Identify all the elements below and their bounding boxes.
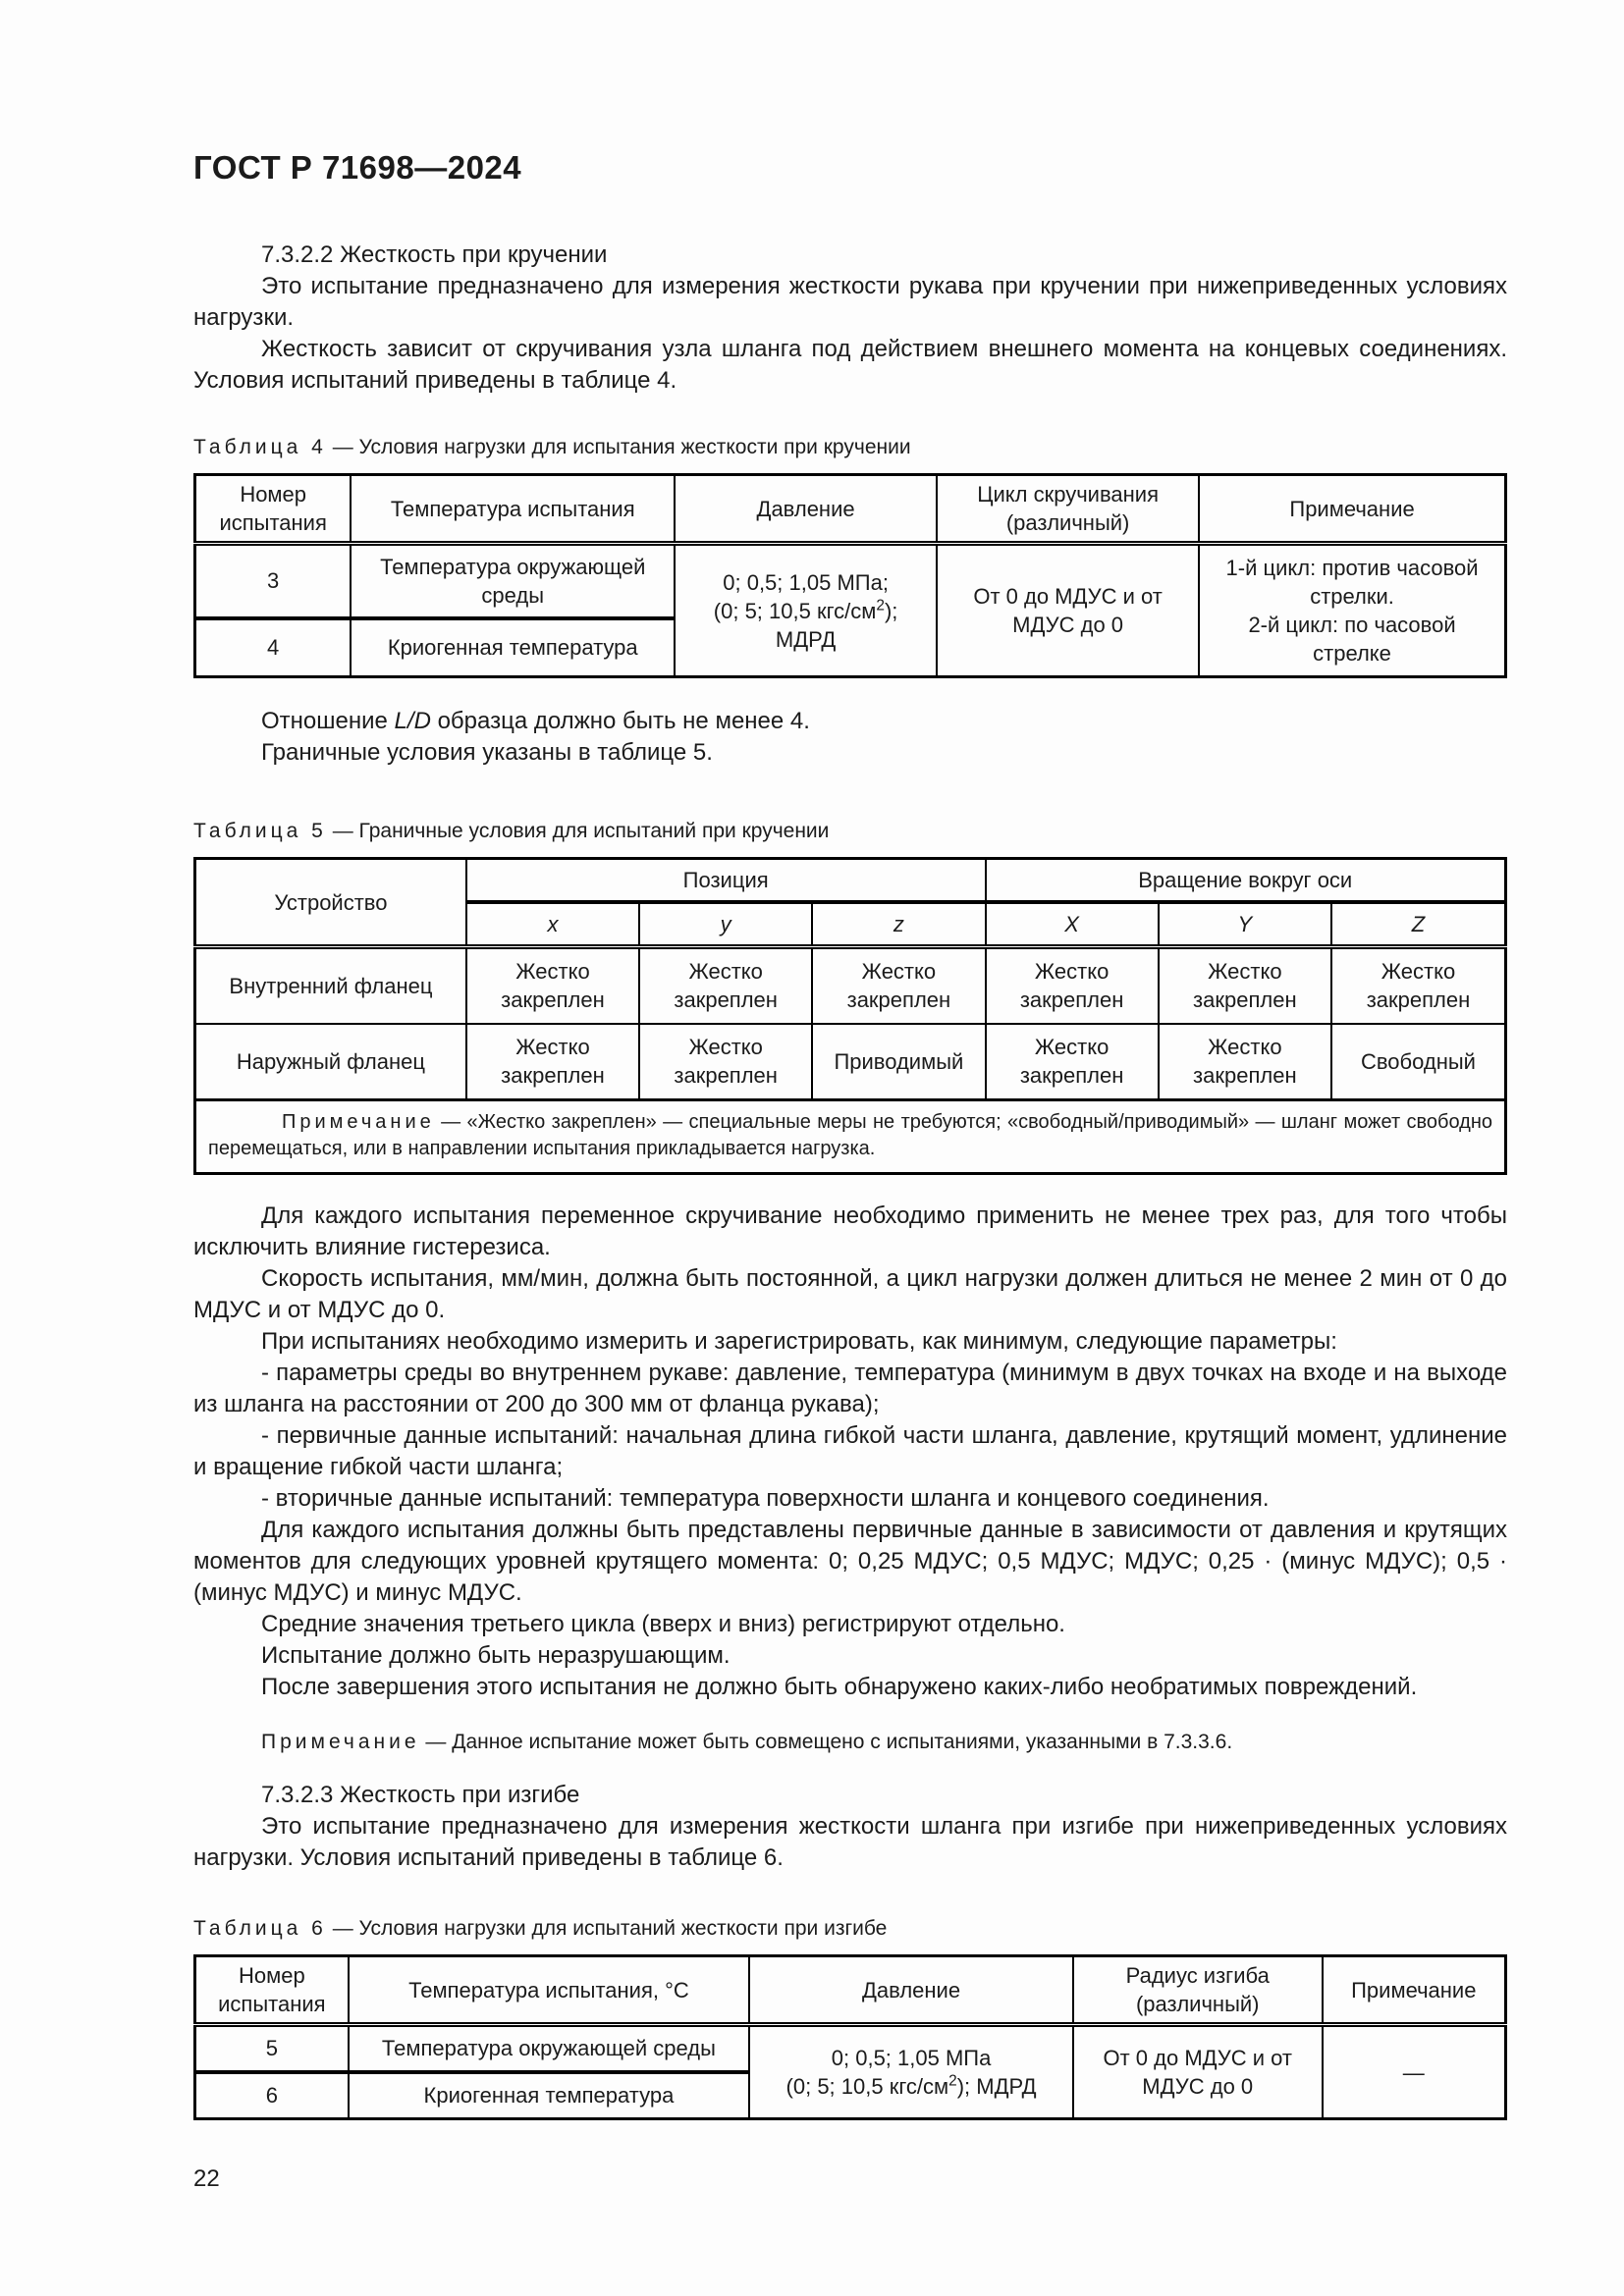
body-text-block (193, 1201, 1507, 1703)
paragraph: Для каждого испытания должны быть представлены первичные данные в зависимости от давления и крутящих моментов для следующих уровней крутящего момента: 0; 0,25 МДУС; 0,5 МДУС; МДУС; 0,25 · (минус МДУС); 0,5 · (минус МДУС) и минус МДУС. (193, 1517, 1507, 1606)
axis-header: z (812, 902, 985, 947)
condition-cell: Жестко закреплен (812, 947, 985, 1024)
test-number-cell: 6 (195, 2072, 349, 2119)
pressure-cell: 0; 0,5; 1,05 МПа (0; 5; 10,5 кгс/$см^2$); МДРД (749, 2025, 1073, 2119)
condition-cell: Жестко закреплен (466, 1024, 639, 1100)
list-item-paragraph: - первичные данные испытаний: начальная длина гибкой части шланга, давление, крутящий момент, удлинение и вращение гибкой части шланга; (193, 1422, 1507, 1480)
condition-cell: Свободный (1331, 1024, 1506, 1100)
paragraph: При испытаниях необходимо измерить и зарегистрировать, как минимум, следующие параметры: (261, 1328, 1337, 1355)
note-text: — «Жестко закреплен» — специальные меры не требуются; «свободный/приводимый» — шланг может свободно перемещаться, или в направлении испытания прикладывается нагрузка. (208, 1111, 1492, 1159)
condition-cell: Жестко закреплен (1331, 947, 1506, 1024)
paragraph: После завершения этого испытания не должно быть обнаружено каких-либо необратимых повреждений. (261, 1674, 1418, 1700)
table6-caption (193, 1915, 1507, 1943)
table4-caption-text: — Условия нагрузки для испытания жесткости при кручении (332, 436, 911, 458)
condition-cell: Жестко закреплен (986, 947, 1159, 1024)
table4-caption-label: Таблица 4 (193, 436, 327, 458)
table4-caption (193, 434, 1507, 461)
position-group-header: Позиция (466, 859, 986, 902)
test-number-cell: 3 (195, 544, 352, 618)
document-title: ГОСТ Р 71698—2024 (193, 149, 522, 186)
table5-caption-label: Таблица 5 (193, 820, 327, 842)
standalone-note (193, 1729, 1507, 1756)
axis-header: x (466, 902, 639, 947)
table5-caption-text: — Граничные условия для испытаний при кручении (332, 820, 830, 842)
table6-caption-text: — Условия нагрузки для испытаний жесткости при изгибе (332, 1917, 888, 1940)
paragraph: Граничные условия указаны в таблице 5. (261, 739, 713, 766)
rotation-group-header: Вращение вокруг оси (986, 859, 1506, 902)
table-note-row (195, 1100, 1506, 1174)
paragraph: Это испытание предназначено для измерения жесткости рукава при кручении при нижеприведенных условиях нагрузки. (193, 273, 1507, 331)
column-header: Давление (749, 1956, 1073, 2025)
test-number-cell: 4 (195, 618, 352, 677)
temperature-cell: Температура окружающей среды (351, 544, 675, 618)
table6-load-conditions-bending (193, 1954, 1507, 2120)
paragraph: Испытание должно быть неразрушающим. (261, 1642, 731, 1669)
table-header-row (195, 475, 1506, 544)
table-row (195, 544, 1506, 618)
paragraph: Скорость испытания, мм/мин, должна быть постоянной, а цикл нагрузки должен длиться не менее 2 мин от 0 до МДУС и от МДУС до 0. (193, 1265, 1507, 1323)
condition-cell: Жестко закреплен (1159, 947, 1331, 1024)
column-header: Температура испытания, °С (349, 1956, 750, 2025)
note-cell (1199, 544, 1505, 677)
condition-cell: Жестко закреплен (639, 1024, 812, 1100)
table4-load-conditions-torsion (193, 473, 1507, 678)
axis-header: y (639, 902, 812, 947)
temperature-cell: Температура окружающей среды (349, 2025, 750, 2072)
paragraph: Отношение L/D образца должно быть не менее 4. (261, 708, 810, 734)
table-note (195, 1100, 1506, 1174)
device-cell: Наружный фланец (195, 1024, 466, 1100)
note-label: Примечание (282, 1111, 435, 1133)
condition-cell: Жестко закреплен (986, 1024, 1159, 1100)
test-number-cell: 5 (195, 2025, 349, 2072)
column-header: Примечание (1323, 1956, 1506, 2025)
note-line: 1-й цикл: против часовой стрелки. (1225, 556, 1479, 609)
table-row (195, 947, 1506, 1024)
table-row (195, 1024, 1506, 1100)
list-item-paragraph: - вторичные данные испытаний: температура поверхности шланга и концевого соединения. (261, 1485, 1270, 1512)
section-heading-7-3-2-3: 7.3.2.3 Жесткость при изгибе (261, 1782, 580, 1808)
condition-cell: Приводимый (812, 1024, 985, 1100)
note-text: — Данное испытание может быть совмещено с испытаниями, указанными в 7.3.3.6. (425, 1731, 1233, 1753)
note-line: 2-й цикл: по часовой стрелке (1248, 613, 1456, 666)
condition-cell: Жестко закреплен (466, 947, 639, 1024)
table-row (195, 2025, 1506, 2072)
column-header: Номер испытания (195, 475, 352, 544)
condition-cell: Жестко закреплен (1159, 1024, 1331, 1100)
table-header-row (195, 859, 1506, 902)
condition-cell: Жестко закреплен (639, 947, 812, 1024)
device-column-header: Устройство (195, 859, 466, 947)
bend-radius-cell: От 0 до МДУС и от МДУС до 0 (1073, 2025, 1323, 2119)
paragraph: Для каждого испытания переменное скручивание необходимо применить не менее трех раз, для того чтобы исключить влияние гистерезиса. (193, 1202, 1507, 1260)
paragraph: Средние значения третьего цикла (вверх и вниз) регистрируют отдельно. (261, 1611, 1065, 1637)
temperature-cell: Криогенная температура (351, 618, 675, 677)
section-heading-7-3-2-2: 7.3.2.2 Жесткость при кручении (261, 241, 608, 268)
temperature-cell: Криогенная температура (349, 2072, 750, 2119)
pressure-cell: 0; 0,5; 1,05 МПа; (0; 5; 10,5 кгс/$см^2$); МДРД (675, 544, 937, 677)
table6-caption-label: Таблица 6 (193, 1917, 327, 1940)
column-header: Радиус изгиба (различный) (1073, 1956, 1323, 2025)
note-cell: — (1323, 2025, 1506, 2119)
device-cell: Внутренний фланец (195, 947, 466, 1024)
column-header: Цикл скручивания (различный) (937, 475, 1199, 544)
column-header: Номер испытания (195, 1956, 349, 2025)
column-header: Давление (675, 475, 937, 544)
paragraph: Жесткость зависит от скручивания узла шланга под действием внешнего момента на концевых соединениях. Условия испытаний приведены в таблице 4. (193, 336, 1507, 394)
axis-header: X (986, 902, 1159, 947)
note-label: Примечание (261, 1731, 420, 1753)
list-item-paragraph: - параметры среды во внутреннем рукаве: давление, температура (минимум в двух точках на входе и на выходе из шланга на расстоянии от 200 до 300 мм от фланца рукава); (193, 1360, 1507, 1417)
table5-caption (193, 818, 1507, 845)
cycle-cell: От 0 до МДУС и от МДУС до 0 (937, 544, 1199, 677)
page-number: 22 (193, 2165, 220, 2192)
column-header: Примечание (1199, 475, 1505, 544)
table-header-row (195, 1956, 1506, 2025)
paragraph: Это испытание предназначено для измерения жесткости шланга при изгибе при нижеприведенных условиях нагрузки. Условия испытаний приведены в таблице 6. (193, 1813, 1507, 1871)
axis-header: Y (1159, 902, 1331, 947)
table5-boundary-conditions (193, 857, 1507, 1175)
axis-header: Z (1331, 902, 1506, 947)
column-header: Температура испытания (351, 475, 675, 544)
